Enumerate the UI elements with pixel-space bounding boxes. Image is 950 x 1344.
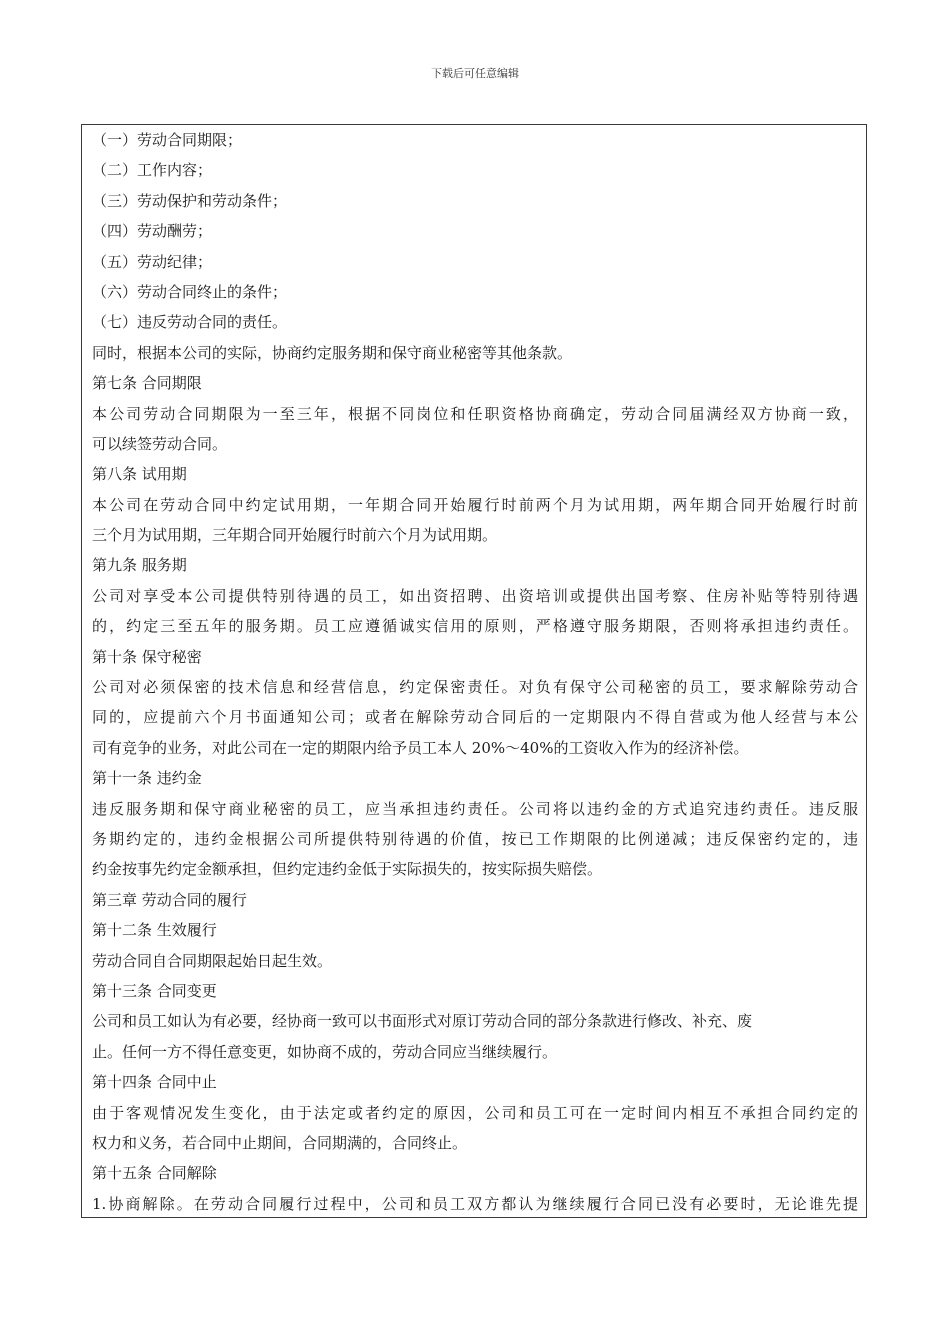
text-line: 第十一条 违约金 — [92, 769, 202, 788]
text-line: 本公司在劳动合同中约定试用期，一年期合同开始履行时前两个月为试用期，两年期合同开始履行时前 — [92, 495, 858, 514]
text-line: 劳动合同自合同期限起始日起生效。 — [92, 951, 333, 970]
text-line: 司有竞争的业务，对此公司在一定的期限内给予员工本人 20%～40%的工资收入作为的经济补偿。 — [92, 738, 749, 757]
text-line: （七）违反劳动合同的责任。 — [92, 313, 288, 332]
text-line: 约金按事先约定金额承担，但约定违约金低于实际损失的，按实际损失赔偿。 — [92, 860, 603, 879]
page-header: 下载后可任意编辑 — [431, 67, 519, 80]
text-line: （六）劳动合同终止的条件； — [92, 282, 288, 301]
text-line: 第十二条 生效履行 — [92, 921, 217, 940]
text-line: 权力和义务，若合同中止期间，合同期满的，合同终止。 — [92, 1133, 468, 1152]
text-line: 由于客观情况发生变化，由于法定或者约定的原因，公司和员工可在一定时间内相互不承担合同约定的 — [92, 1103, 858, 1122]
text-line: （四）劳动酬劳； — [92, 222, 213, 241]
text-line: 公司对享受本公司提供特别待遇的员工，如出资招聘、出资培训或提供出国考察、住房补贴等特别待遇 — [92, 586, 858, 605]
text-line: 同的，应提前六个月书面通知公司；或者在解除劳动合同后的一定期限内不得自营或为他人经营与本公 — [92, 708, 858, 727]
text-line: 第十四条 合同中止 — [92, 1073, 217, 1092]
text-line: 可以续签劳动合同。 — [92, 434, 228, 453]
text-line: 三个月为试用期，三年期合同开始履行时前六个月为试用期。 — [92, 526, 498, 545]
text-line: （一）劳动合同期限； — [92, 131, 243, 149]
text-line: 止。任何一方不得任意变更，如协商不成的，劳动合同应当继续履行。 — [92, 1042, 558, 1061]
text-line: 的，约定三至五年的服务期。员工应遵循诚实信用的原则，严格遵守服务期限，否则将承担违约责任。 — [92, 617, 858, 636]
text-line: 第十条 保守秘密 — [92, 647, 202, 666]
text-line: （三）劳动保护和劳动条件； — [92, 191, 288, 210]
text-line: 第九条 服务期 — [92, 556, 187, 575]
text-line: 第十三条 合同变更 — [92, 981, 217, 1000]
text-line: （五）劳动纪律； — [92, 252, 213, 271]
text-line: 同时，根据本公司的实际，协商约定服务期和保守商业秘密等其他条款。 — [92, 343, 573, 362]
text-line: 违反服务期和保守商业秘密的员工，应当承担违约责任。公司将以违约金的方式追究违约责任。违反服 — [92, 799, 858, 818]
text-line: 第十五条 合同解除 — [92, 1164, 217, 1183]
text-line: 务期约定的，违约金根据公司所提供特别待遇的价值，按已工作期限的比例递减；违反保密约定的，违 — [92, 829, 858, 848]
text-line: （二）工作内容； — [92, 161, 213, 180]
text-line: 第七条 合同期限 — [92, 374, 202, 393]
document-body — [81, 124, 867, 1218]
text-line: 本公司劳动合同期限为一至三年，根据不同岗位和任职资格协商确定，劳动合同届满经双方协商一致， — [92, 404, 858, 423]
text-line: 第三章 劳动合同的履行 — [92, 890, 247, 909]
text-line: 公司对必须保密的技术信息和经营信息，约定保密责任。对负有保守公司秘密的员工，要求解除劳动合 — [92, 678, 858, 697]
text-line: 第八条 试用期 — [92, 465, 187, 484]
text-line: 1.协商解除。在劳动合同履行过程中，公司和员工双方都认为继续履行合同已没有必要时，无论谁先提 — [92, 1194, 858, 1213]
text-line: 公司和员工如认为有必要，经协商一致可以书面形式对原订劳动合同的部分条款进行修改、补充、废 — [92, 1012, 753, 1031]
